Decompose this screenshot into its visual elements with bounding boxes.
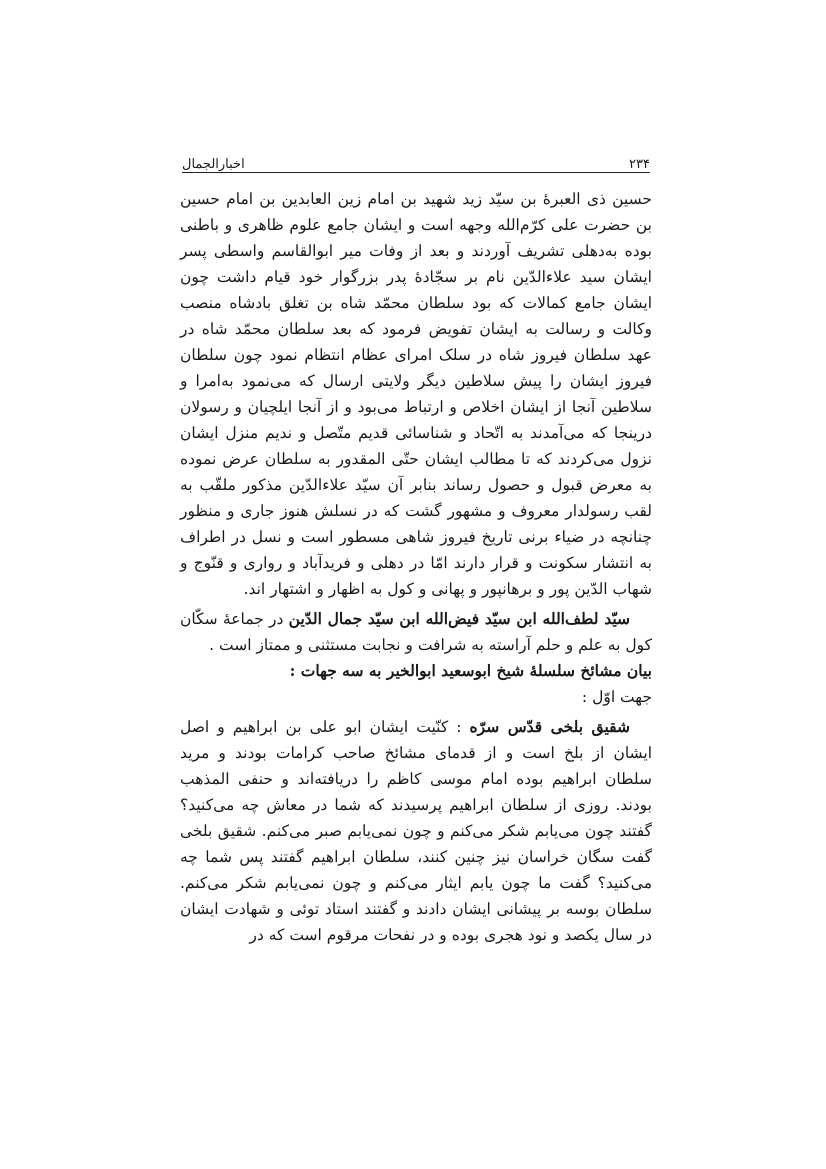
paragraph-1: حسین ذی العبرهٔ بن سیّد زید شهید بن امام زین العابدین بن امام حسین بن حضرت علی کرّم‌الله وجهه است و ایشان جامع علوم ظاهری و باطنی بوده به‌دهلی تشریف آوردند و بعد از وفات میر ابوالقاسم واسطی پسر ایشان سید علاءالدّین نام بر سجّادهٔ پدر بزرگوار خود قیام داشت چون ایشان جامع کمالات که بود سلطان محمّد شاه بن تغلق بادشاه منصب وکالت و رسالت به ایشان تفویض فرمود که بعد سلطان محمّد شاه در عهد سلطان فیروز شاه در سلک امرای عظام انتظام نمود چون سلطان فیروز ایشان را پیش سلاطین دیگر ولایتی ارسال که می‌نمود به‌امرا و سلاطین آنجا از ایشان اخلاص و ارتباط می‌بود و از آنجا ایلچیان و رسولان درینجا که می‌آمدند به اتّحاد و شناسائی قدیم متّصل و ندیم منزل ایشان نزول می‌کردند که تا مطالب ایشان حتّی المقدور به سلطان عرض نموده به معرض قبول و حصول رساند بنابر آن سیّد علاءالدّین مذکور ملقّب به لقب رسولدار معروف و مشهور گشت که در نسلش هنوز جاری و منظور چنانچه در ضیاء برنی تاریخ فیروز شاهی مسطور است و نسل در اطراف به انتشار سکونت و قرار دارند امّا در دهلی و فریدآباد و رواری و قنّوج و شهاب الدّین پور و برهانپور و پهانی و کول به اظهار و اشتهار اند. [180, 190, 652, 598]
running-title: اخبارالجمال [182, 157, 245, 172]
header-rule [182, 172, 650, 173]
paragraph-3-heading: شقیق بلخی قدّس سرّه [469, 717, 630, 736]
page-number: ۲۳۴ [629, 157, 650, 172]
paragraph-3-text: : کنّیت ایشان ابو علی بن ابراهیم و اصل ایشان از بلخ است و از قدمای مشائخ صاحب کرامات بودند و مرید سلطان ابراهیم بوده امام موسی کاظم را دریافته‌اند و حنفی المذهب بودند. روزی از سلطان ابراهیم پرسیدند که شما در معاش چه می‌کنید؟ گفتند چون می‌یابم شکر می‌کنم و چون نمی‌یابم صبر می‌کنم. شقیق بلخی گفت سگان خراسان نیز چنین کنند، سلطان ابراهیم گفتند پس شما چه می‌کنید؟ گفت ما چون یابم ایثار می‌کنم و چون نمی‌یابم شکر می‌کنم. سلطان بوسه بر پیشانی ایشان دادند و گفتند استاد توئی و شهادت ایشان در سال یکصد و نود هجری بوده و در نفحات مرقوم است که در [180, 718, 652, 944]
paragraph-2 [180, 606, 652, 658]
paragraph-2-heading: سیّد لطف‌الله ابن سیّد فیض‌الله ابن سیّد جمال الدّین [288, 609, 630, 628]
subsection-label: جهت اوّل : [581, 688, 652, 706]
section-title: بیان مشائخ سلسلهٔ شیخ ابوسعید ابوالخیر به سه جهات : [289, 661, 652, 680]
body-text [180, 186, 652, 948]
running-header [182, 148, 650, 172]
paragraph-2-text: در جماعهٔ سکّان کول به علم و حلم آراسته به شرافت و نجابت مستثنی و ممتاز است . [180, 610, 652, 654]
paragraph-3 [180, 714, 652, 948]
